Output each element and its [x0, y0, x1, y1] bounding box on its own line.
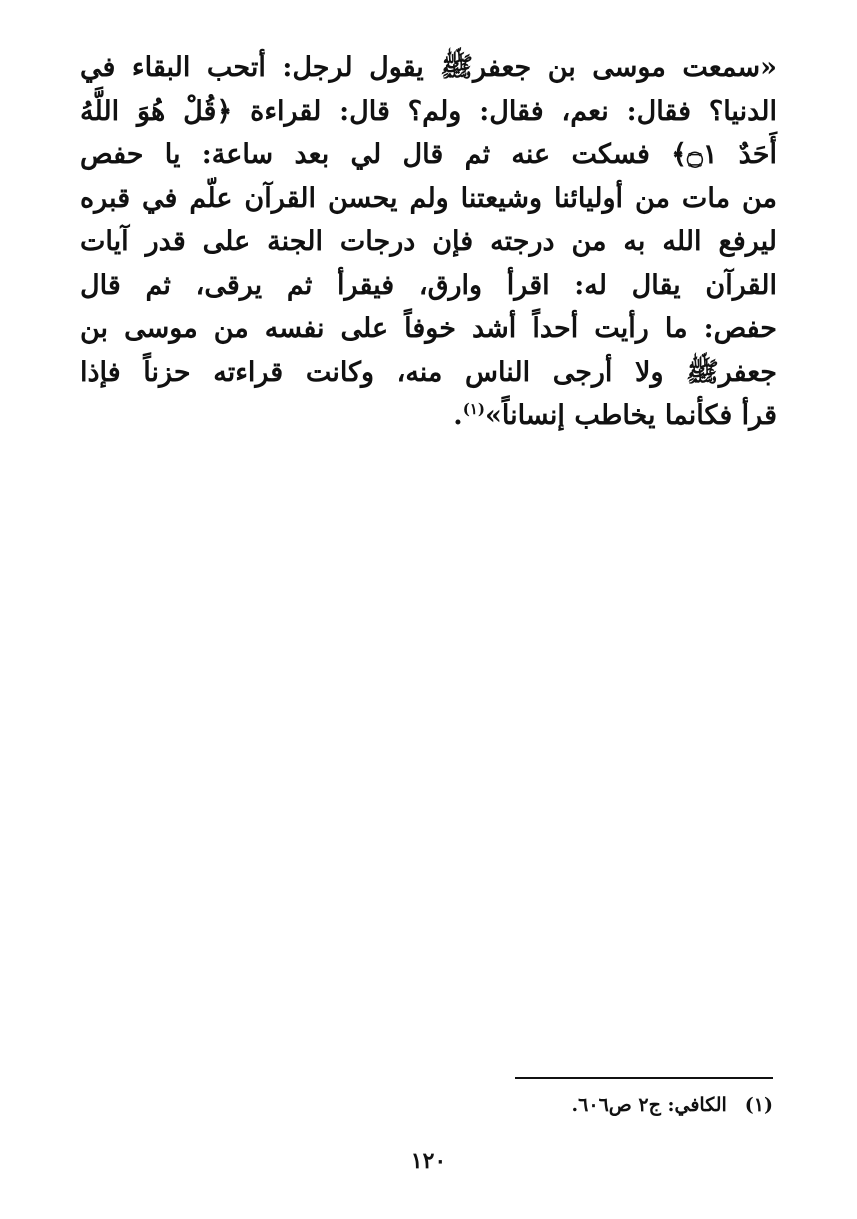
text-line-1: «سمعت موسى بن جعفرﷺ يقول لرجل: أتحب البقاء في [80, 52, 777, 83]
footnote-text: الكافي: ج٢ ص٦٠٦. [571, 1094, 727, 1116]
footnote-number: (١) [744, 1094, 773, 1116]
text-line-8: جعفرﷺ ولا أرجى الناس منه، وكانت قراءته حزناً فإذا [80, 356, 777, 388]
footnote [273, 1090, 773, 1120]
end-punctuation: . [453, 400, 463, 431]
text-line-4: من مات من أوليائنا وشيعتنا ولم يحسن القرآن علّم في قبره [80, 182, 777, 214]
text-line-6: القرآن يقال له: اقرأ وارق، فيقرأ ثم يرقى، ثم قال [80, 269, 777, 301]
text-line-9-content: قرأ فكأنما يخاطب إنساناً» [484, 400, 777, 431]
page-number: ١٢٠ [410, 1148, 447, 1174]
text-line-5: ليرفع الله به من درجته فإن درجات الجنة على قدر آيات [80, 226, 777, 257]
main-text [80, 46, 777, 438]
footnote-separator [515, 1077, 773, 1079]
text-line-7: حفص: ما رأيت أحداً أشد خوفاً على نفسه من موسى بن [80, 313, 777, 344]
text-line-2: الدنيا؟ فقال: نعم، فقال: ولم؟ قال: لقراءة ﴿قُلْ هُوَ اللَّهُ [80, 95, 777, 127]
text-line-9 [80, 394, 777, 438]
footnote-reference[interactable]: (١) [462, 400, 485, 418]
text-line-3: أَحَدٌ ۝١﴾ فسكت عنه ثم قال لي بعد ساعة: يا حفص [80, 139, 778, 170]
